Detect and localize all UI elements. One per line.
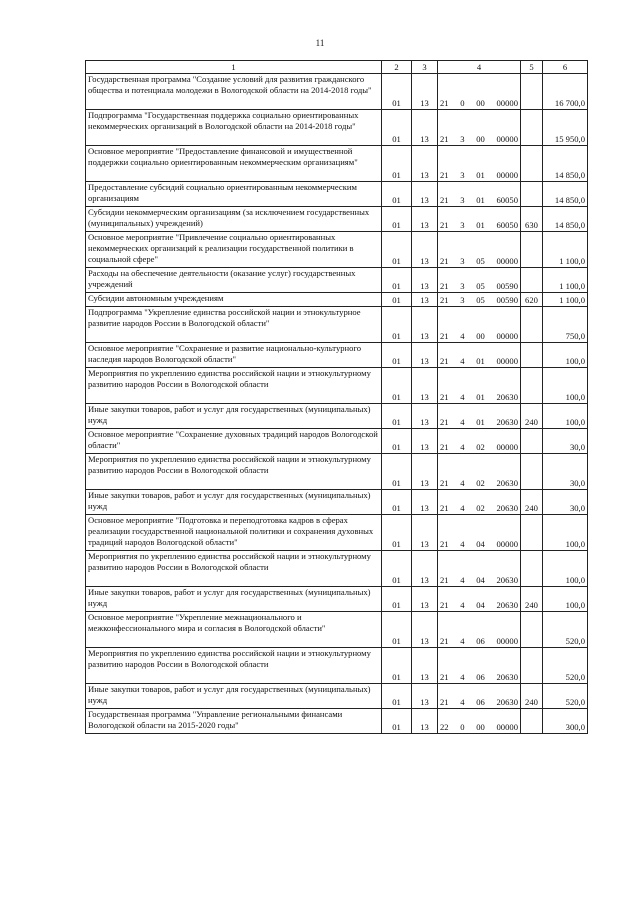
amount: 750,0 bbox=[543, 307, 588, 343]
target-article-code bbox=[438, 110, 521, 146]
amount: 16 700,0 bbox=[543, 74, 588, 110]
section-code: 01 bbox=[382, 587, 412, 612]
code-segment: 20630 bbox=[496, 478, 518, 488]
code-segment: 00590 bbox=[496, 295, 518, 305]
row-name: Иные закупки товаров, работ и услуг для государственных (муниципальных) нужд bbox=[86, 684, 382, 709]
code-segment: 00 bbox=[476, 98, 485, 108]
code-segment: 20630 bbox=[496, 417, 518, 427]
target-article-code bbox=[438, 709, 521, 734]
amount: 100,0 bbox=[543, 551, 588, 587]
row-name: Субсидии автономным учреждениям bbox=[86, 293, 382, 307]
column-header: 4 bbox=[438, 61, 521, 74]
table-row bbox=[86, 404, 588, 429]
expense-type-code bbox=[521, 515, 543, 551]
amount: 520,0 bbox=[543, 684, 588, 709]
code-segment: 21 bbox=[440, 600, 449, 610]
row-name: Мероприятия по укреплению единства российской нации и этнокультурному развитию народов России в Вологодской области bbox=[86, 551, 382, 587]
amount: 100,0 bbox=[543, 343, 588, 368]
code-segment: 01 bbox=[476, 170, 485, 180]
target-article-code bbox=[438, 146, 521, 182]
code-segment: 00000 bbox=[496, 256, 518, 266]
expense-type-code bbox=[521, 648, 543, 684]
section-code: 01 bbox=[382, 490, 412, 515]
code-segment: 21 bbox=[440, 417, 449, 427]
code-segment: 21 bbox=[440, 575, 449, 585]
target-article-code bbox=[438, 551, 521, 587]
expense-type-code bbox=[521, 454, 543, 490]
expense-type-code bbox=[521, 709, 543, 734]
code-segment: 20630 bbox=[496, 392, 518, 402]
expense-type-code: 240 bbox=[521, 404, 543, 429]
table-row bbox=[86, 110, 588, 146]
code-segment: 4 bbox=[460, 672, 465, 682]
section-code: 01 bbox=[382, 110, 412, 146]
code-segment: 3 bbox=[460, 170, 465, 180]
target-article-code bbox=[438, 490, 521, 515]
code-segment: 21 bbox=[440, 281, 449, 291]
code-segment: 01 bbox=[476, 220, 485, 230]
table-row bbox=[86, 368, 588, 404]
code-segment: 21 bbox=[440, 220, 449, 230]
row-name: Основное мероприятие "Укрепление межнационального и межконфессионального мира и согласия в Вологодской области" bbox=[86, 612, 382, 648]
subsection-code: 13 bbox=[412, 343, 438, 368]
section-code: 01 bbox=[382, 207, 412, 232]
target-article-code bbox=[438, 368, 521, 404]
subsection-code: 13 bbox=[412, 515, 438, 551]
amount: 1 100,0 bbox=[543, 232, 588, 268]
expense-type-code bbox=[521, 232, 543, 268]
expense-type-code bbox=[521, 612, 543, 648]
code-segment: 00000 bbox=[496, 539, 518, 549]
row-name: Расходы на обеспечение деятельности (оказание услуг) государственных учреждений bbox=[86, 268, 382, 293]
expense-type-code bbox=[521, 307, 543, 343]
code-segment: 01 bbox=[476, 195, 485, 205]
section-code: 01 bbox=[382, 454, 412, 490]
table-row bbox=[86, 454, 588, 490]
code-segment: 21 bbox=[440, 170, 449, 180]
code-segment: 21 bbox=[440, 98, 449, 108]
code-segment: 3 bbox=[460, 134, 465, 144]
subsection-code: 13 bbox=[412, 709, 438, 734]
subsection-code: 13 bbox=[412, 146, 438, 182]
code-segment: 02 bbox=[476, 442, 485, 452]
code-segment: 05 bbox=[476, 256, 485, 266]
expense-type-code bbox=[521, 368, 543, 404]
code-segment: 21 bbox=[440, 295, 449, 305]
table-row bbox=[86, 232, 588, 268]
target-article-code bbox=[438, 293, 521, 307]
table-body bbox=[86, 74, 588, 734]
row-name: Основное мероприятие "Сохранение духовных традиций народов Вологодской области" bbox=[86, 429, 382, 454]
subsection-code: 13 bbox=[412, 454, 438, 490]
code-segment: 21 bbox=[440, 503, 449, 513]
table-row bbox=[86, 307, 588, 343]
table-row bbox=[86, 648, 588, 684]
row-name: Государственная программа "Управление региональными финансами Вологодской области на 2015-2020 годы" bbox=[86, 709, 382, 734]
expense-type-code bbox=[521, 182, 543, 207]
subsection-code: 13 bbox=[412, 182, 438, 207]
amount: 520,0 bbox=[543, 648, 588, 684]
code-segment: 4 bbox=[460, 442, 465, 452]
target-article-code bbox=[438, 232, 521, 268]
column-header: 5 bbox=[521, 61, 543, 74]
table-row bbox=[86, 551, 588, 587]
code-segment: 60050 bbox=[496, 220, 518, 230]
code-segment: 04 bbox=[476, 600, 485, 610]
code-segment: 4 bbox=[460, 331, 465, 341]
section-code: 01 bbox=[382, 551, 412, 587]
code-segment: 02 bbox=[476, 478, 485, 488]
code-segment: 21 bbox=[440, 356, 449, 366]
section-code: 01 bbox=[382, 307, 412, 343]
subsection-code: 13 bbox=[412, 293, 438, 307]
subsection-code: 13 bbox=[412, 684, 438, 709]
code-segment: 01 bbox=[476, 356, 485, 366]
code-segment: 0 bbox=[460, 722, 465, 732]
target-article-code bbox=[438, 684, 521, 709]
code-segment: 20630 bbox=[496, 697, 518, 707]
row-name: Государственная программа "Создание условий для развития гражданского общества и потенциала молодежи в Вологодской области на 2014-2018 годы" bbox=[86, 74, 382, 110]
code-segment: 20630 bbox=[496, 503, 518, 513]
target-article-code bbox=[438, 454, 521, 490]
code-segment: 00000 bbox=[496, 356, 518, 366]
code-segment: 4 bbox=[460, 478, 465, 488]
target-article-code bbox=[438, 307, 521, 343]
subsection-code: 13 bbox=[412, 207, 438, 232]
amount: 14 850,0 bbox=[543, 146, 588, 182]
code-segment: 4 bbox=[460, 636, 465, 646]
code-segment: 4 bbox=[460, 600, 465, 610]
table-row bbox=[86, 612, 588, 648]
section-code: 01 bbox=[382, 146, 412, 182]
code-segment: 4 bbox=[460, 417, 465, 427]
column-header: 1 bbox=[86, 61, 382, 74]
subsection-code: 13 bbox=[412, 404, 438, 429]
amount: 14 850,0 bbox=[543, 207, 588, 232]
table-row bbox=[86, 293, 588, 307]
code-segment: 00000 bbox=[496, 722, 518, 732]
column-header: 3 bbox=[412, 61, 438, 74]
row-name: Субсидии некоммерческим организациям (за исключением государственных (муниципальных) учреждений) bbox=[86, 207, 382, 232]
code-segment: 00 bbox=[476, 134, 485, 144]
section-code: 01 bbox=[382, 404, 412, 429]
section-code: 01 bbox=[382, 648, 412, 684]
code-segment: 01 bbox=[476, 392, 485, 402]
amount: 30,0 bbox=[543, 490, 588, 515]
expense-type-code bbox=[521, 268, 543, 293]
code-segment: 21 bbox=[440, 672, 449, 682]
row-name: Иные закупки товаров, работ и услуг для государственных (муниципальных) нужд bbox=[86, 404, 382, 429]
code-segment: 21 bbox=[440, 134, 449, 144]
subsection-code: 13 bbox=[412, 551, 438, 587]
target-article-code bbox=[438, 182, 521, 207]
code-segment: 4 bbox=[460, 575, 465, 585]
section-code: 01 bbox=[382, 293, 412, 307]
code-segment: 04 bbox=[476, 539, 485, 549]
code-segment: 00 bbox=[476, 331, 485, 341]
expense-type-code bbox=[521, 74, 543, 110]
row-name: Основное мероприятие "Подготовка и переподготовка кадров в сферах реализации государственной национальной политики и сохранения духовных традиций народов Вологодской области" bbox=[86, 515, 382, 551]
code-segment: 00590 bbox=[496, 281, 518, 291]
code-segment: 00000 bbox=[496, 170, 518, 180]
expense-type-code: 620 bbox=[521, 293, 543, 307]
code-segment: 21 bbox=[440, 478, 449, 488]
code-segment: 21 bbox=[440, 539, 449, 549]
code-segment: 02 bbox=[476, 503, 485, 513]
code-segment: 00000 bbox=[496, 442, 518, 452]
target-article-code bbox=[438, 343, 521, 368]
code-segment: 21 bbox=[440, 195, 449, 205]
table-row bbox=[86, 268, 588, 293]
subsection-code: 13 bbox=[412, 429, 438, 454]
section-code: 01 bbox=[382, 268, 412, 293]
budget-table bbox=[85, 60, 588, 734]
table-row bbox=[86, 490, 588, 515]
subsection-code: 13 bbox=[412, 612, 438, 648]
code-segment: 21 bbox=[440, 442, 449, 452]
expense-type-code bbox=[521, 146, 543, 182]
expense-type-code bbox=[521, 551, 543, 587]
amount: 520,0 bbox=[543, 612, 588, 648]
amount: 1 100,0 bbox=[543, 268, 588, 293]
target-article-code bbox=[438, 587, 521, 612]
table-row bbox=[86, 709, 588, 734]
row-name: Иные закупки товаров, работ и услуг для государственных (муниципальных) нужд bbox=[86, 587, 382, 612]
code-segment: 00000 bbox=[496, 636, 518, 646]
target-article-code bbox=[438, 404, 521, 429]
amount: 15 950,0 bbox=[543, 110, 588, 146]
code-segment: 05 bbox=[476, 281, 485, 291]
row-name: Мероприятия по укреплению единства российской нации и этнокультурному развитию народов России в Вологодской области bbox=[86, 368, 382, 404]
column-header: 6 bbox=[543, 61, 588, 74]
section-code: 01 bbox=[382, 74, 412, 110]
code-segment: 00000 bbox=[496, 134, 518, 144]
section-code: 01 bbox=[382, 612, 412, 648]
code-segment: 4 bbox=[460, 503, 465, 513]
code-segment: 06 bbox=[476, 672, 485, 682]
row-name: Мероприятия по укреплению единства российской нации и этнокультурному развитию народов России в Вологодской области bbox=[86, 454, 382, 490]
code-segment: 4 bbox=[460, 392, 465, 402]
expense-type-code bbox=[521, 343, 543, 368]
code-segment: 21 bbox=[440, 636, 449, 646]
subsection-code: 13 bbox=[412, 307, 438, 343]
table-row bbox=[86, 182, 588, 207]
code-segment: 06 bbox=[476, 636, 485, 646]
code-segment: 20630 bbox=[496, 575, 518, 585]
target-article-code bbox=[438, 74, 521, 110]
amount: 30,0 bbox=[543, 429, 588, 454]
row-name: Предоставление субсидий социально ориентированным некоммерческим организациям bbox=[86, 182, 382, 207]
column-header: 2 bbox=[382, 61, 412, 74]
target-article-code bbox=[438, 207, 521, 232]
subsection-code: 13 bbox=[412, 110, 438, 146]
table-row bbox=[86, 74, 588, 110]
expense-type-code: 630 bbox=[521, 207, 543, 232]
code-segment: 01 bbox=[476, 417, 485, 427]
target-article-code bbox=[438, 429, 521, 454]
target-article-code bbox=[438, 612, 521, 648]
expense-type-code: 240 bbox=[521, 490, 543, 515]
subsection-code: 13 bbox=[412, 648, 438, 684]
subsection-code: 13 bbox=[412, 490, 438, 515]
target-article-code bbox=[438, 648, 521, 684]
subsection-code: 13 bbox=[412, 268, 438, 293]
row-name: Подпрограмма "Укрепление единства российской нации и этнокультурное развитие народов России в Вологодской области" bbox=[86, 307, 382, 343]
code-segment: 00000 bbox=[496, 331, 518, 341]
code-segment: 20630 bbox=[496, 600, 518, 610]
code-segment: 4 bbox=[460, 697, 465, 707]
table-header-row bbox=[86, 61, 588, 74]
row-name: Основное мероприятие "Сохранение и развитие национально-культурного наследия народов Вологодской области" bbox=[86, 343, 382, 368]
code-segment: 21 bbox=[440, 256, 449, 266]
amount: 100,0 bbox=[543, 368, 588, 404]
expense-type-code bbox=[521, 110, 543, 146]
section-code: 01 bbox=[382, 684, 412, 709]
code-segment: 3 bbox=[460, 220, 465, 230]
table-row bbox=[86, 146, 588, 182]
section-code: 01 bbox=[382, 368, 412, 404]
code-segment: 3 bbox=[460, 281, 465, 291]
row-name: Основное мероприятие "Предоставление финансовой и имущественной поддержки социально ориентированным некоммерческим организациям" bbox=[86, 146, 382, 182]
expense-type-code bbox=[521, 429, 543, 454]
code-segment: 04 bbox=[476, 575, 485, 585]
amount: 300,0 bbox=[543, 709, 588, 734]
expense-type-code: 240 bbox=[521, 587, 543, 612]
subsection-code: 13 bbox=[412, 587, 438, 612]
section-code: 01 bbox=[382, 343, 412, 368]
table-row bbox=[86, 429, 588, 454]
code-segment: 60050 bbox=[496, 195, 518, 205]
row-name: Подпрограмма "Государственная поддержка социально ориентированных некоммерческих организаций в Вологодской области на 2014-2018 годы" bbox=[86, 110, 382, 146]
code-segment: 3 bbox=[460, 256, 465, 266]
section-code: 01 bbox=[382, 515, 412, 551]
amount: 30,0 bbox=[543, 454, 588, 490]
target-article-code bbox=[438, 268, 521, 293]
code-segment: 4 bbox=[460, 539, 465, 549]
table-row bbox=[86, 587, 588, 612]
code-segment: 21 bbox=[440, 697, 449, 707]
subsection-code: 13 bbox=[412, 74, 438, 110]
table-row bbox=[86, 515, 588, 551]
table-row bbox=[86, 207, 588, 232]
section-code: 01 bbox=[382, 182, 412, 207]
code-segment: 0 bbox=[460, 98, 465, 108]
amount: 14 850,0 bbox=[543, 182, 588, 207]
amount: 100,0 bbox=[543, 587, 588, 612]
code-segment: 3 bbox=[460, 295, 465, 305]
code-segment: 00000 bbox=[496, 98, 518, 108]
code-segment: 00 bbox=[476, 722, 485, 732]
code-segment: 3 bbox=[460, 195, 465, 205]
page-number: 11 bbox=[315, 38, 325, 48]
section-code: 01 bbox=[382, 232, 412, 268]
code-segment: 21 bbox=[440, 331, 449, 341]
target-article-code bbox=[438, 515, 521, 551]
expense-type-code: 240 bbox=[521, 684, 543, 709]
code-segment: 4 bbox=[460, 356, 465, 366]
amount: 100,0 bbox=[543, 404, 588, 429]
amount: 1 100,0 bbox=[543, 293, 588, 307]
code-segment: 20630 bbox=[496, 672, 518, 682]
amount: 100,0 bbox=[543, 515, 588, 551]
table-row bbox=[86, 684, 588, 709]
section-code: 01 bbox=[382, 429, 412, 454]
code-segment: 21 bbox=[440, 392, 449, 402]
subsection-code: 13 bbox=[412, 368, 438, 404]
row-name: Основное мероприятие "Привлечение социально ориентированных некоммерческих организаций к реализации государственной политики в социальной сфере" bbox=[86, 232, 382, 268]
code-segment: 05 bbox=[476, 295, 485, 305]
section-code: 01 bbox=[382, 709, 412, 734]
subsection-code: 13 bbox=[412, 232, 438, 268]
row-name: Мероприятия по укреплению единства российской нации и этнокультурному развитию народов России в Вологодской области bbox=[86, 648, 382, 684]
table-row bbox=[86, 343, 588, 368]
code-segment: 22 bbox=[440, 722, 449, 732]
code-segment: 06 bbox=[476, 697, 485, 707]
row-name: Иные закупки товаров, работ и услуг для государственных (муниципальных) нужд bbox=[86, 490, 382, 515]
